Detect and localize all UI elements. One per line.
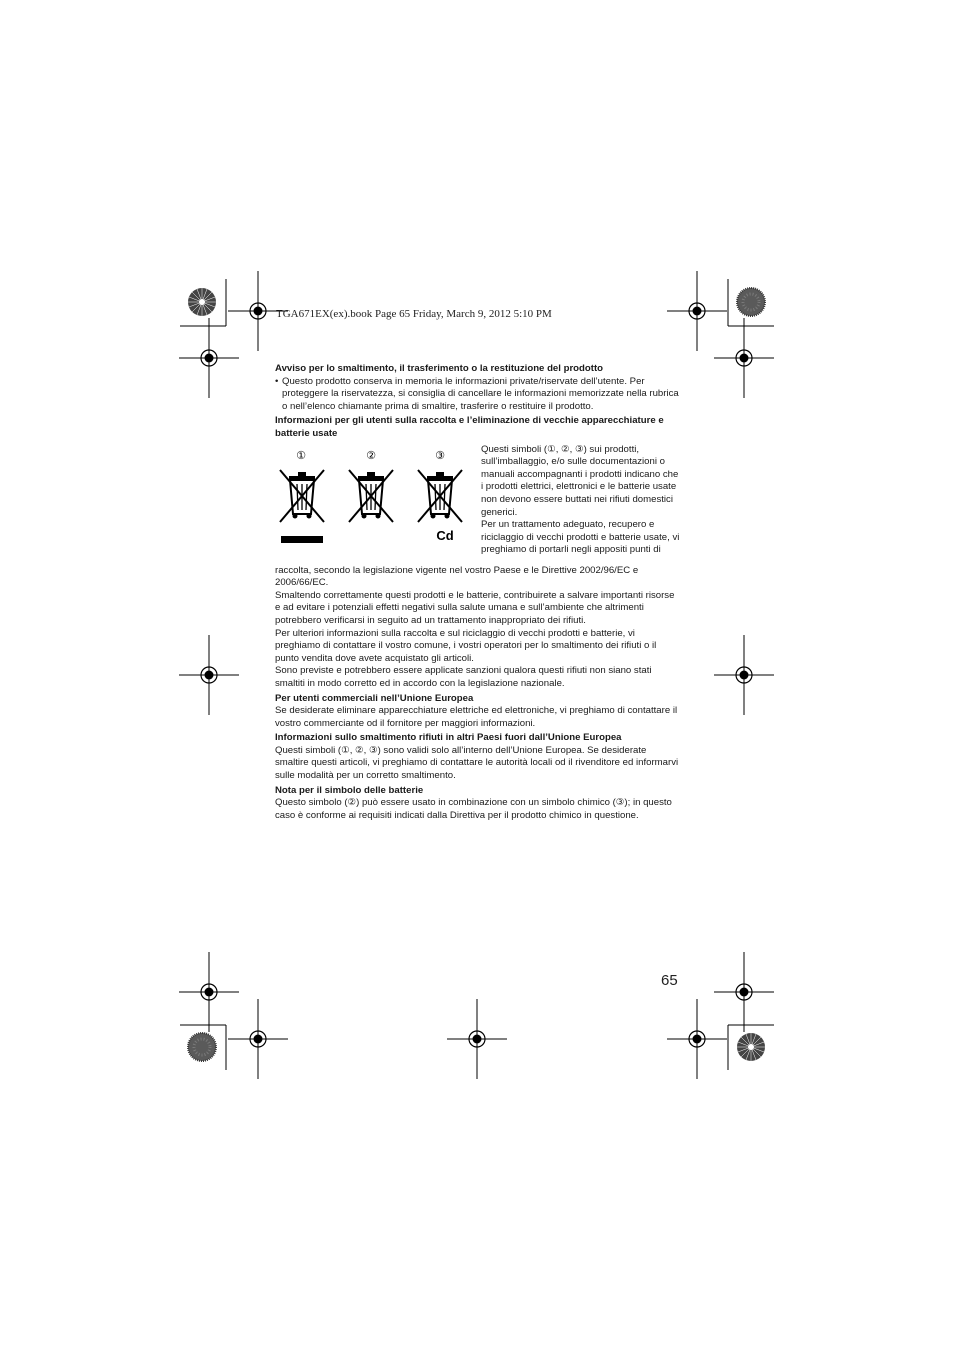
gray-target-icon	[188, 1033, 216, 1061]
registration-mark-icon	[179, 635, 239, 715]
crossed-bin-icon	[349, 470, 393, 522]
registration-mark-icon	[179, 318, 239, 398]
star-target-icon	[737, 1033, 765, 1061]
registration-mark-icon	[667, 271, 727, 351]
paragraph: Questo simbolo (②) può essere usato in combinazione con un simbolo chimico (③); in questo caso è conforme ai requisiti indicati dalla Direttiva per il prodotto chimico in questione.	[275, 797, 672, 821]
page-number: 65	[661, 972, 678, 989]
registration-mark-icon	[714, 952, 774, 1032]
symbol-label-3: ③	[435, 448, 445, 462]
registration-mark-icon	[447, 999, 507, 1079]
symbol-label-2: ②	[366, 448, 376, 462]
section-title-battery-note: Nota per il simbolo delle batterie	[275, 784, 424, 796]
bullet-item	[275, 376, 680, 414]
weee-symbols	[275, 444, 481, 565]
book-header: TGA671EX(ex).book Page 65 Friday, March 9, 2012 5:10 PM	[276, 308, 552, 320]
paragraph: Per un trattamento adeguato, recupero e riciclaggio di vecchi prodotti e batterie usate, vi preghiamo di portarli negli appositi punti di	[481, 519, 680, 556]
paragraph: Questi simboli (①, ②, ③) sono validi solo all’interno dell’Unione Europea. Se desiderate smaltire questi articoli, vi preghiamo di contattare le autorità locali od il rivenditore ed informarvi sulle modalità per un corretto smaltimento.	[275, 744, 679, 782]
chemical-symbol-label: Cd	[436, 527, 454, 543]
registration-mark-icon	[714, 635, 774, 715]
symbols-row	[275, 444, 680, 565]
crossed-bin-icon	[280, 470, 324, 522]
section-title-commercial: Per utenti commerciali nell’Unione Europea	[275, 692, 474, 704]
registration-mark-icon	[667, 999, 727, 1079]
registration-mark-icon	[179, 952, 239, 1032]
star-target-icon	[188, 288, 216, 316]
bullet-icon: •	[275, 375, 279, 387]
section-title-collection: Informazioni per gli utenti sulla raccolta e l’eliminazione di vecchie apparecchiature e batterie usate	[275, 415, 664, 439]
black-bar-icon	[281, 536, 323, 543]
paragraph: Questi simboli (①, ②, ③) sui prodotti, sull’imballaggio, e/o sulle documentazioni o manuali accompagnanti i prodotti indicano che i prodotti elettrici, elettronici e le batterie usate non devono essere buttati nei rifiuti domestici generici.	[481, 443, 679, 518]
registration-mark-icon	[228, 999, 288, 1079]
paragraph: Smaltendo correttamente questi prodotti e le batterie, contribuirete a salvare importanti risorse e ad evitare i potenziali effetti negativi sulla salute umana e sull’ambiente che altrimenti potrebbero verificarsi in seguito ad un trattamento inappropriato dei rifiuti.	[275, 589, 675, 626]
section-title-disposal: Avviso per lo smaltimento, il trasferimento o la restituzione del prodotto	[275, 363, 604, 374]
symbol-label-1: ①	[296, 448, 306, 462]
symbols-description	[481, 444, 680, 565]
section-title-outside-eu: Informazioni sullo smaltimento rifiuti in altri Paesi fuori dall’Unione Europea	[275, 732, 622, 744]
bullet-text: Questo prodotto conserva in memoria le informazioni private/riservate dell’utente. Per proteggere la riservatezza, si consiglia di cancellare le informazioni memorizzate nella rubrica o nell’elenco chiamante prima di smaltire, trasferire o restituire il prodotto.	[282, 375, 679, 412]
paragraph: Se desiderate eliminare apparecchiature elettriche ed elettroniche, vi preghiamo di contattare il vostro commerciante od il fornitore per maggiori informazioni.	[275, 705, 678, 729]
paragraph: Sono previste e potrebbero essere applicate sanzioni qualora questi rifiuti non siano stati smaltiti in modo corretto ed in accordo con la legislazione nazionale.	[275, 665, 652, 689]
crossed-bin-icon	[418, 470, 462, 522]
paragraph: Per ulteriori informazioni sulla raccolta e sul riciclaggio di vecchi prodotti e batterie, vi preghiamo di contattare il vostro comune, i vostri operatori per lo smaltimento dei rifiuti o il punto vendita dove avete acquistato gli articoli.	[275, 627, 657, 664]
registration-mark-icon	[714, 318, 774, 398]
document-body	[275, 363, 680, 822]
gray-target-icon	[737, 288, 765, 316]
paragraph: raccolta, secondo la legislazione vigente nel vostro Paese e le Direttive 2002/96/EC e 2006/66/EC.	[275, 564, 639, 589]
